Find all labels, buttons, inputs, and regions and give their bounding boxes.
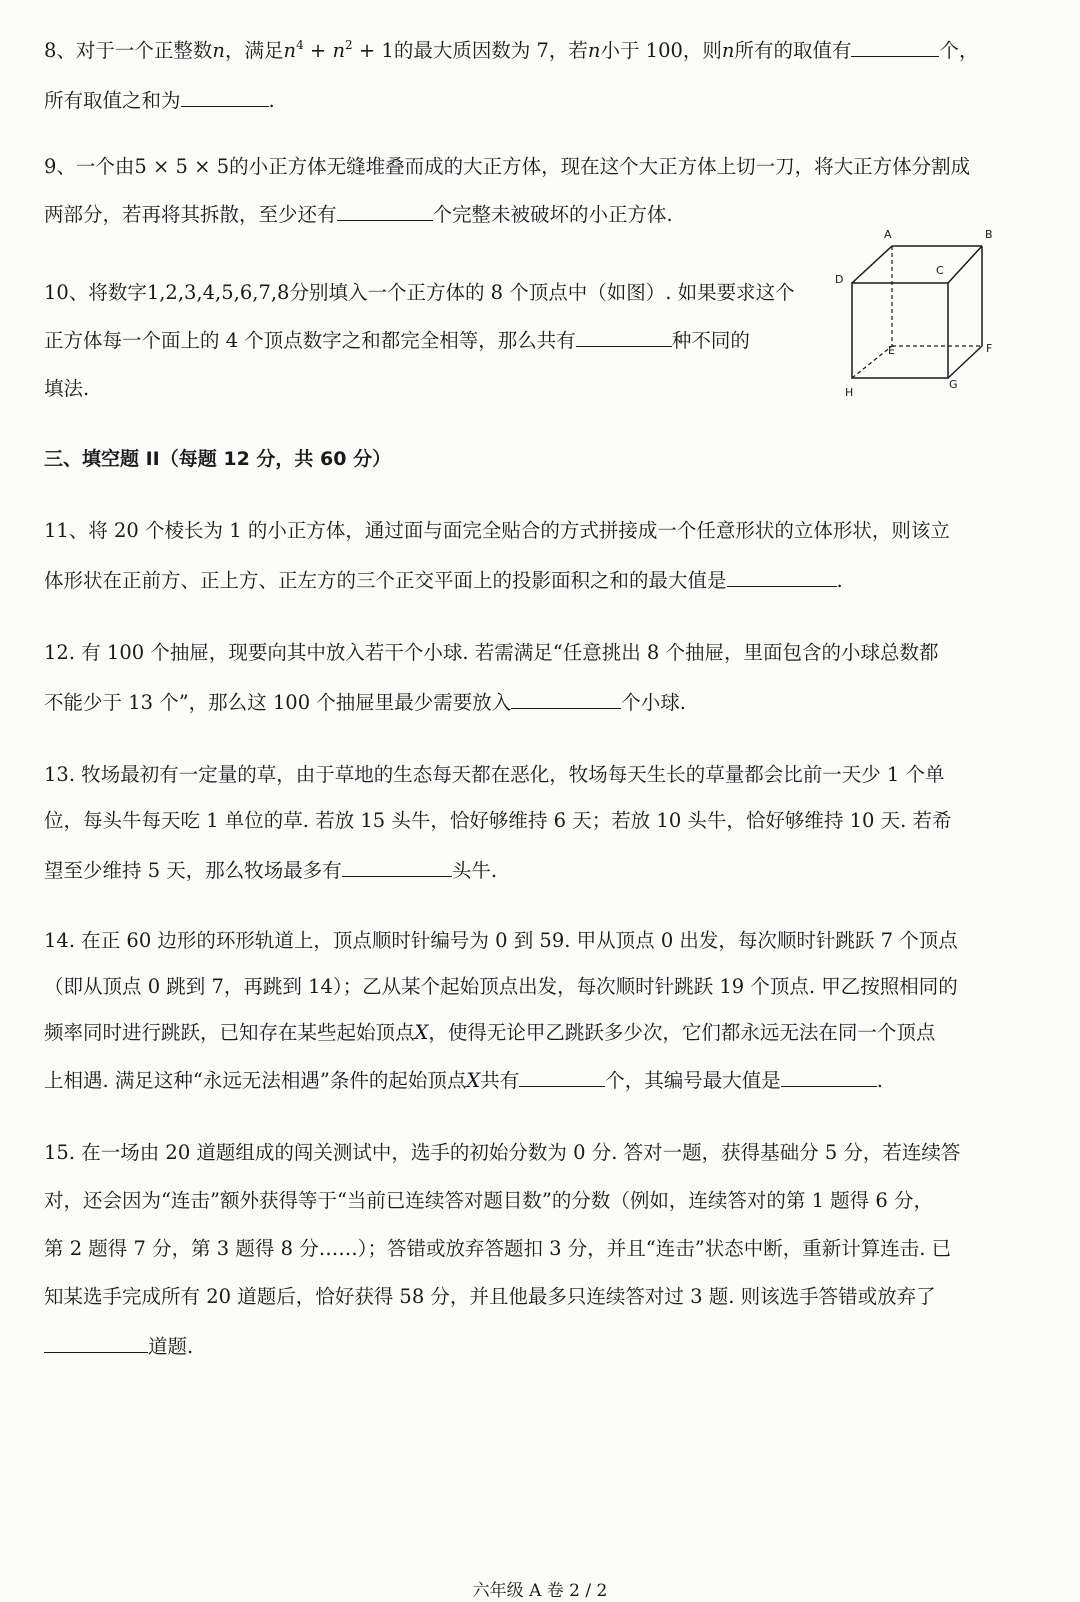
q10-text: 填法. bbox=[44, 377, 90, 400]
q9-line-2 bbox=[44, 200, 673, 228]
cube-front-face bbox=[852, 283, 948, 378]
cube-figure bbox=[832, 228, 1022, 404]
q15-line-2 bbox=[44, 1188, 933, 1214]
q15-text: 知某选手完成所有 20 道题后，恰好获得 58 分，并且他最多只连续答对过 3 题. 则该选手答错或放弃了 bbox=[44, 1285, 936, 1308]
var-n: n bbox=[587, 39, 601, 62]
q12-text: 不能少于 13 个”，那么这 100 个抽屉里最少需要放入 bbox=[44, 691, 512, 714]
cube-edge bbox=[948, 346, 982, 378]
section-title: 三、填空题 II（每题 12 分，共 60 分） bbox=[44, 448, 392, 470]
exponent: 2 bbox=[345, 38, 353, 52]
q10-text: 种不同的 bbox=[671, 329, 750, 352]
q10-line-2 bbox=[44, 326, 750, 354]
q14-text: 个，其编号最大值是 bbox=[605, 1069, 781, 1092]
cube-hidden-edge bbox=[852, 346, 892, 378]
exponent: 4 bbox=[296, 38, 304, 52]
var-x: X bbox=[466, 1069, 481, 1092]
q12-text: 12. 有 100 个抽屉，现要向其中放入若干个小球. 若需满足“任意挑出 8 个抽屉，里面包含的小球总数都 bbox=[44, 641, 939, 664]
q15-text: 第 2 题得 7 分，第 3 题得 8 分……）；答错或放弃答题扣 3 分，并且“连击”状态中断，重新计算连击. 已 bbox=[44, 1237, 952, 1260]
q15-text: 15. 在一场由 20 道题组成的闯关测试中，选手的初始分数为 0 分. 答对一题，获得基础分 5 分，若连续答 bbox=[44, 1141, 961, 1164]
q8-text: 所有的取值有 bbox=[734, 39, 852, 62]
q14-line-4 bbox=[44, 1066, 883, 1094]
q8-text: ，满足 bbox=[224, 39, 284, 62]
q11-line-2 bbox=[44, 566, 843, 594]
answer-blank-q14-max[interactable] bbox=[781, 1066, 877, 1087]
q11-text: 体形状在正前方、正上方、正左方的三个正交平面上的投影面积之和的最大值是 bbox=[44, 569, 727, 592]
cube-label-e: E bbox=[888, 344, 895, 357]
cube-label-a: A bbox=[884, 228, 892, 241]
q8-line-1 bbox=[44, 32, 979, 64]
q10-line-1 bbox=[44, 280, 795, 306]
q11-text: . bbox=[836, 569, 843, 592]
answer-blank-q8-count[interactable] bbox=[851, 36, 939, 57]
cube-label-f: F bbox=[986, 342, 993, 355]
section-heading bbox=[44, 446, 391, 472]
answer-blank-q12[interactable] bbox=[511, 688, 621, 709]
q12-line-2 bbox=[44, 688, 686, 716]
q15-text: 道题. bbox=[148, 1335, 194, 1358]
var-n: n bbox=[721, 39, 735, 62]
q14-text: . bbox=[876, 1069, 883, 1092]
q8-text: + 1 bbox=[352, 39, 394, 62]
var-x: X bbox=[414, 1021, 429, 1044]
q8-text: . bbox=[268, 89, 275, 112]
q9-text: 9、一个由5 × 5 × 5的小正方体无缝堆叠而成的大正方体，现在这个大正方体上切一刀，将大正方体分割成 bbox=[44, 155, 971, 178]
answer-blank-q8-sum[interactable] bbox=[181, 86, 269, 107]
q13-line-2 bbox=[44, 808, 952, 834]
answer-blank-q11[interactable] bbox=[727, 566, 837, 587]
q15-text: 对，还会因为“连击”额外获得等于“当前已连续答对题目数”的分数（例如，连续答对的第 1 题得 6 分， bbox=[44, 1189, 933, 1212]
cube-label-d: D bbox=[835, 273, 844, 286]
q15-line-3 bbox=[44, 1236, 951, 1262]
var-n: n bbox=[332, 39, 346, 62]
q14-text: 上相遇. 满足这种“永远无法相遇”条件的起始顶点 bbox=[44, 1069, 467, 1092]
q14-line-1 bbox=[44, 928, 958, 954]
q14-text: 共有 bbox=[480, 1069, 520, 1092]
q12-line-1 bbox=[44, 640, 939, 666]
q8-text: 个， bbox=[939, 39, 979, 62]
q8-text: 所有取值之和为 bbox=[44, 89, 181, 112]
q10-text: 10、将数字1,2,3,4,5,6,7,8分别填入一个正方体的 8 个顶点中（如图）. 如果要求这个 bbox=[44, 281, 795, 304]
q14-text: ，使得无论甲乙跳跃多少次，它们都永远无法在同一个顶点 bbox=[428, 1021, 936, 1044]
var-n: n bbox=[212, 39, 225, 62]
q8-text: 的最大质因数为 7，若 bbox=[393, 39, 588, 62]
q8-text: + bbox=[303, 39, 333, 62]
q14-text: 频率同时进行跳跃，已知存在某些起始顶点 bbox=[44, 1021, 415, 1044]
answer-blank-q9[interactable] bbox=[337, 200, 433, 221]
q10-text: 正方体每一个面上的 4 个顶点数字之和都完全相等，那么共有 bbox=[44, 329, 576, 352]
q8-text: 8、对于一个正整数 bbox=[44, 39, 213, 62]
cube-label-h: H bbox=[845, 386, 854, 399]
q8-line-2 bbox=[44, 86, 275, 114]
q13-text: 头牛. bbox=[451, 859, 498, 882]
q15-line-4 bbox=[44, 1284, 936, 1310]
answer-blank-q13[interactable] bbox=[342, 856, 452, 877]
q14-line-3 bbox=[44, 1020, 935, 1046]
cube-label-g: G bbox=[949, 378, 958, 391]
q9-line-1 bbox=[44, 154, 970, 180]
cube-label-b: B bbox=[985, 228, 993, 241]
q9-text: 个完整未被破坏的小正方体. bbox=[432, 203, 673, 226]
cube-edge bbox=[852, 246, 892, 283]
q14-text: 14. 在正 60 边形的环形轨道上，顶点顺时针编号为 0 到 59. 甲从顶点 0 出发，每次顺时针跳跃 7 个顶点 bbox=[44, 929, 958, 952]
q9-text: 两部分，若再将其拆散，至少还有 bbox=[44, 203, 337, 226]
q14-text: （即从顶点 0 跳到 7，再跳到 14）；乙从某个起始顶点出发，每次顺时针跳跃 19 个顶点. 甲乙按照相同的 bbox=[44, 975, 958, 998]
q11-text: 11、将 20 个棱长为 1 的小正方体，通过面与面完全贴合的方式拼接成一个任意形状的立体形状，则该立 bbox=[44, 519, 950, 542]
q15-line-5 bbox=[44, 1332, 193, 1360]
q15-line-1 bbox=[44, 1140, 960, 1166]
answer-blank-q14-count[interactable] bbox=[519, 1066, 605, 1087]
answer-blank-q10[interactable] bbox=[576, 326, 672, 347]
q10-line-3 bbox=[44, 376, 89, 402]
q13-text: 望至少维持 5 天，那么牧场最多有 bbox=[44, 859, 342, 882]
q11-line-1 bbox=[44, 518, 950, 544]
cube-edge bbox=[948, 246, 982, 283]
q13-text: 位，每头牛每天吃 1 单位的草. 若放 15 头牛，恰好够维持 6 天；若放 10 头牛，恰好够维持 10 天. 若希 bbox=[44, 809, 952, 832]
q13-line-1 bbox=[44, 762, 945, 788]
q14-line-2 bbox=[44, 974, 958, 1000]
q13-text: 13. 牧场最初有一定量的草，由于草地的生态每天都在恶化，牧场每天生长的草量都会比前一天少 1 个单 bbox=[44, 763, 945, 786]
q8-text: 小于 100，则 bbox=[600, 39, 722, 62]
q13-line-3 bbox=[44, 856, 497, 884]
page-footer: 六年级 A 卷 2 / 2 bbox=[472, 1581, 608, 1601]
cube-label-c: C bbox=[936, 264, 944, 277]
answer-blank-q15[interactable] bbox=[44, 1332, 148, 1353]
q12-text: 个小球. bbox=[621, 691, 686, 714]
var-n: n bbox=[283, 39, 297, 62]
